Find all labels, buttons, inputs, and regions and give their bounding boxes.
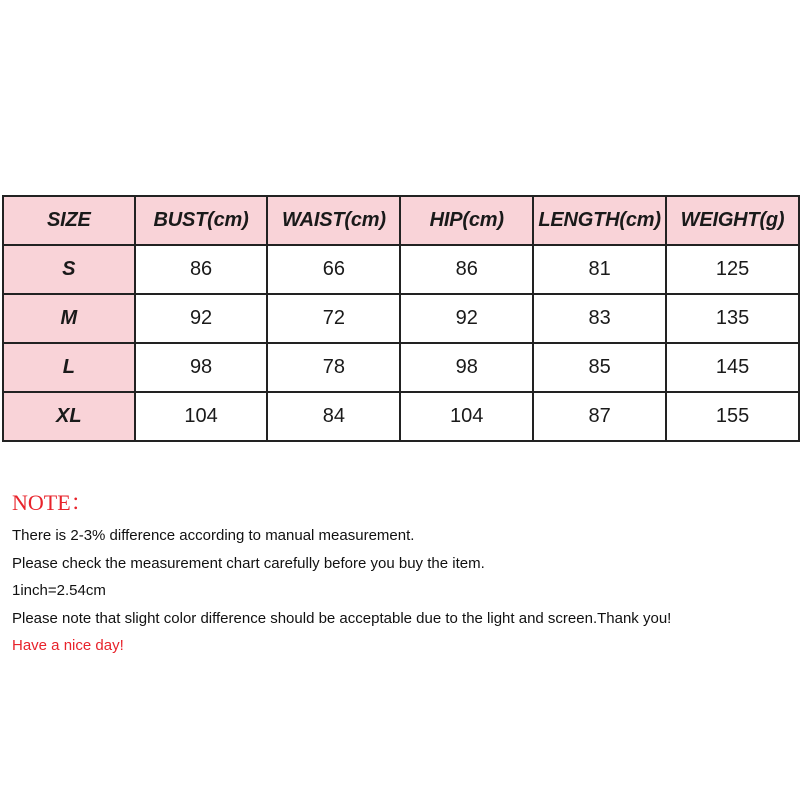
length-cell: 81 xyxy=(533,245,666,294)
bust-cell: 98 xyxy=(135,343,268,392)
table-row xyxy=(3,392,799,441)
table-row xyxy=(3,294,799,343)
note-closing: Have a nice day! xyxy=(12,637,124,654)
header-cell-weight: WEIGHT(g) xyxy=(666,196,799,245)
note-line-inch-conversion: 1inch=2.54cm xyxy=(12,582,106,599)
table-row xyxy=(3,343,799,392)
size-cell: XL xyxy=(3,392,135,441)
table-header-row xyxy=(3,196,799,245)
bust-cell: 92 xyxy=(135,294,268,343)
waist-cell: 72 xyxy=(267,294,400,343)
size-chart-table xyxy=(2,195,800,442)
hip-cell: 92 xyxy=(400,294,533,343)
table-row xyxy=(3,245,799,294)
note-line-color-difference: Please note that slight color difference should be acceptable due to the light and screen.Thank you! xyxy=(12,609,672,627)
header-cell-hip: HIP(cm) xyxy=(400,196,533,245)
header-cell-length: LENGTH(cm) xyxy=(533,196,666,245)
header-cell-bust: BUST(cm) xyxy=(135,196,268,245)
hip-cell: 86 xyxy=(400,245,533,294)
weight-cell: 135 xyxy=(666,294,799,343)
waist-cell: 78 xyxy=(267,343,400,392)
note-line-difference: There is 2-3% difference according to manual measurement. xyxy=(12,527,415,544)
hip-cell: 98 xyxy=(400,343,533,392)
note-title: NOTE： xyxy=(12,490,93,515)
length-cell: 83 xyxy=(533,294,666,343)
note-section xyxy=(12,490,671,664)
length-cell: 85 xyxy=(533,343,666,392)
weight-cell: 145 xyxy=(666,343,799,392)
note-line-check-chart: Please check the measurement chart carefully before you buy the item. xyxy=(12,554,485,572)
bust-cell: 104 xyxy=(135,392,268,441)
header-cell-waist: WAIST(cm) xyxy=(267,196,400,245)
size-cell: M xyxy=(3,294,135,343)
size-cell: S xyxy=(3,245,135,294)
weight-cell: 155 xyxy=(666,392,799,441)
header-cell-size: SIZE xyxy=(3,196,135,245)
size-cell: L xyxy=(3,343,135,392)
waist-cell: 66 xyxy=(267,245,400,294)
waist-cell: 84 xyxy=(267,392,400,441)
length-cell: 87 xyxy=(533,392,666,441)
hip-cell: 104 xyxy=(400,392,533,441)
bust-cell: 86 xyxy=(135,245,268,294)
weight-cell: 125 xyxy=(666,245,799,294)
